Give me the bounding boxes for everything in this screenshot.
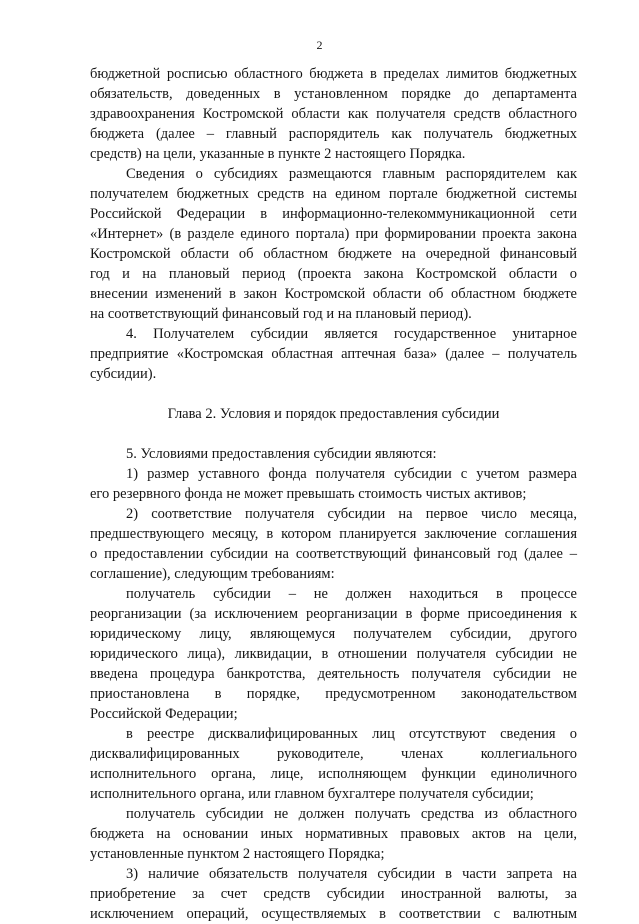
text-line: соглашение), следующим требованиям: <box>90 566 335 582</box>
text-line: Российской Федерации в информационно-телекоммуникационной сети <box>90 206 577 222</box>
text-line: предшествующего месяцу, в котором планируется заключение соглашения <box>90 526 577 542</box>
text-line: «Интернет» (в разделе единого портала) при формировании проекта закона <box>90 226 577 242</box>
text-line: исключением операций, осуществляемых в соответствии с валютным <box>90 906 577 922</box>
page-number: 2 <box>316 38 323 52</box>
text-line: приобретение за счет средств субсидии иностранной валюты, за <box>90 886 577 902</box>
text-line: реорганизации (за исключением реорганизации в форме присоединения к <box>90 606 577 622</box>
text-line: о предоставлении субсидии на соответствующий финансовый год (далее – <box>90 546 577 562</box>
text-line: 5. Условиями предоставления субсидии являются: <box>126 446 437 462</box>
text-line: бюджетной росписью областного бюджета в пределах лимитов бюджетных <box>90 66 577 82</box>
text-line: Костромской области об областном бюджете на очередной финансовый <box>90 246 577 262</box>
text-line: внесении изменений в закон Костромской области об областном бюджете <box>90 286 577 302</box>
text-line: дисквалифицированных руководителе, членах коллегиального <box>90 746 577 762</box>
text-line: субсидии). <box>90 366 157 382</box>
text-line: его резервного фонда не может превышать стоимость чистых активов; <box>90 486 527 502</box>
text-line: получателем бюджетных средств на едином портале бюджетной системы <box>90 186 577 202</box>
text-line: приостановлена в порядке, предусмотренном законодательством <box>90 686 577 702</box>
text-line: бюджета (далее – главный распорядитель как получатель бюджетных <box>90 126 577 142</box>
text-line: юридического лица), ликвидации, в отношении получателя субсидии не <box>90 646 577 662</box>
text-line: введена процедура банкротства, деятельность получателя субсидии не <box>90 666 577 682</box>
text-line: 3) наличие обязательств получателя субсидии в части запрета на <box>126 866 577 882</box>
text-line: исполнительного органа, или главном бухгалтере получателя субсидии; <box>90 786 534 802</box>
text-line: средств) на цели, указанные в пункте 2 настоящего Порядка. <box>90 146 466 162</box>
text-line: получатель субсидии – не должен находиться в процессе <box>126 586 577 602</box>
text-line: предприятие «Костромская областная аптечная база» (далее – получатель <box>90 346 577 362</box>
text-line: 4. Получателем субсидии является государственное унитарное <box>126 326 577 342</box>
text-line: юридическому лицу, являющемуся получателем субсидии, другого <box>90 626 577 642</box>
text-line: на соответствующий финансовый год и на плановый период). <box>90 306 472 322</box>
text-line: 2) соответствие получателя субсидии на первое число месяца, <box>126 506 577 522</box>
text-line: исполнительного органа, лице, исполняющем функции единоличного <box>90 766 577 782</box>
text-line: установленные пунктом 2 настоящего Порядка; <box>90 846 385 862</box>
text-line: Российской Федерации; <box>90 706 238 722</box>
text-line: в реестре дисквалифицированных лиц отсутствуют сведения о <box>126 726 577 742</box>
text-line: обязательств, доведенных в установленном порядке до департамента <box>90 86 577 102</box>
text-line: Сведения о субсидиях размещаются главным распорядителем как <box>126 166 577 182</box>
text-line: здравоохранения Костромской области как получателя средств областного <box>90 106 577 122</box>
text-line: 1) размер уставного фонда получателя субсидии с учетом размера <box>126 466 577 482</box>
text-line: бюджета на основании иных нормативных правовых актов на цели, <box>90 826 577 842</box>
text-line: получатель субсидии не должен получать средства из областного <box>126 806 577 822</box>
text-line: год и на плановый период (проекта закона Костромской области о <box>90 266 577 282</box>
chapter-heading: Глава 2. Условия и порядок предоставления субсидии <box>167 406 500 422</box>
